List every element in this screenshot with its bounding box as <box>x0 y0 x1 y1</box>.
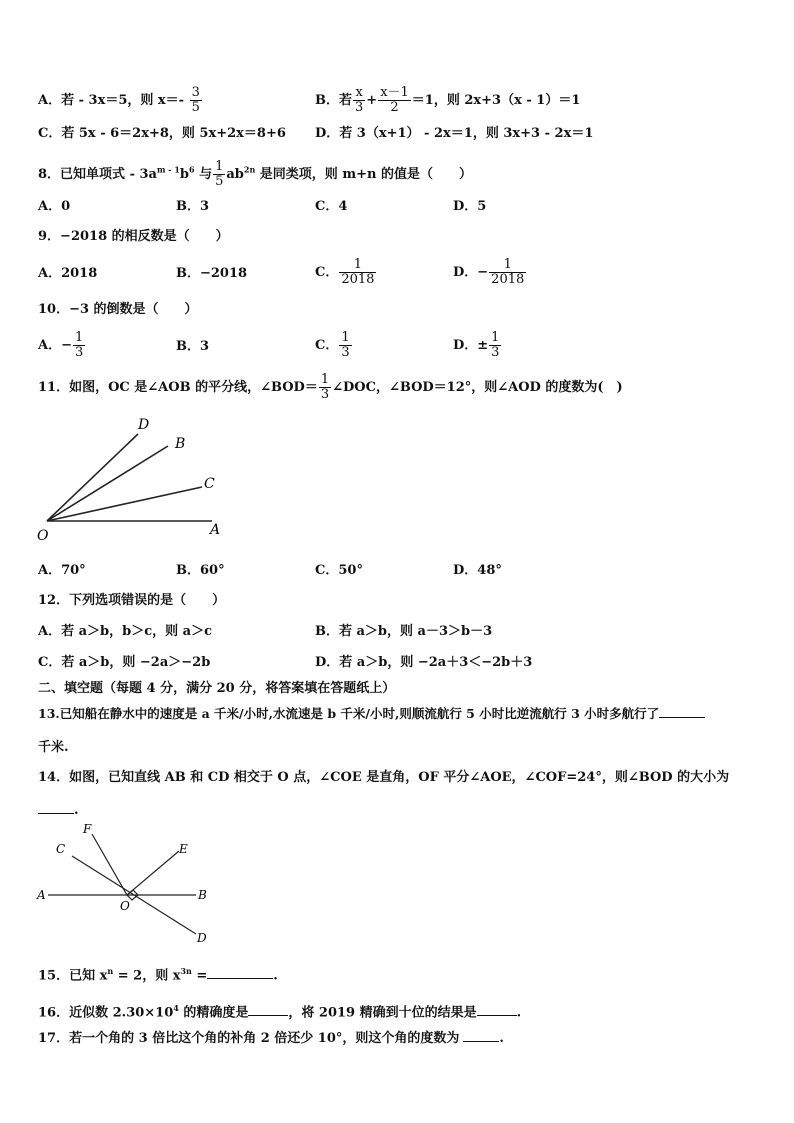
q11-option-b: B．60° <box>176 563 225 578</box>
q11-option-d: D．48° <box>453 563 502 578</box>
label-c: C <box>204 476 215 492</box>
q11-option-c: C．50° <box>315 563 363 578</box>
q14-stem-end: . <box>38 803 79 819</box>
q8-stem: 8．已知单项式 - $3a^{m - 1}b^6$ 与 $\frac{1}{5}$ $ab^{2n}$ 是同类项，则 m+n 的值是（ ） <box>38 159 472 189</box>
q8-fraction: $\frac{1}{5}$ <box>215 159 224 189</box>
q7-option-a-text: A．若 - 3x＝5，则 x＝- <box>38 93 189 108</box>
label-c: C <box>56 842 66 856</box>
answer-blank[interactable] <box>207 978 273 979</box>
q9-d-fraction: $\frac{1}{2018}$ <box>491 257 525 287</box>
q8-option-d: D．5 <box>453 199 487 214</box>
label-f: F <box>83 822 92 836</box>
q10-option-b: B．3 <box>176 339 210 354</box>
label-d: D <box>138 417 150 433</box>
ray-of <box>92 834 127 895</box>
label-a: A <box>37 888 46 902</box>
q9-stem: 9．−2018 的相反数是（ ） <box>38 229 229 244</box>
label-d: D <box>197 931 207 945</box>
q7-a-fraction: $\frac{3}{5}$ <box>191 85 200 115</box>
q15-stem: 15．已知 $x^n = 2$，则 $x^{3n}$ = . <box>38 966 278 984</box>
label-b: B <box>175 436 186 452</box>
q7-b-fraction-1: $\frac{x}{3}$ <box>355 85 364 115</box>
answer-blank[interactable] <box>463 1041 499 1042</box>
q9-c-fraction: $\frac{1}{2018}$ <box>341 257 375 287</box>
q11-figure <box>30 412 230 547</box>
q8-option-c: C．4 <box>315 199 348 214</box>
answer-blank[interactable] <box>248 1015 288 1016</box>
q10-c-fraction: $\frac{1}{3}$ <box>341 330 350 360</box>
q7-option-c: C．若 5x - 6＝2x+8，则 5x+2x＝8+6 <box>38 126 286 141</box>
q12-option-b: B．若 a＞b，则 a－3＞b－3 <box>315 624 493 639</box>
section-heading: 二、填空题（每题 4 分，满分 20 分，将答案填在答题纸上） <box>38 681 396 696</box>
q7-option-a <box>38 86 203 115</box>
q9-option-a: A．2018 <box>38 266 98 281</box>
q11-stem: 11．如图，OC 是∠AOB 的平分线，∠BOD＝ $\frac{1}{3}$ ∠DOC，∠BOD＝12°，则∠AOD 的度数为( ) <box>38 372 623 402</box>
q10-d-fraction: $\frac{1}{3}$ <box>491 330 500 360</box>
q17-stem: 17．若一个角的 3 倍比这个角的补角 2 倍还少 10°，则这个角的度数为 . <box>38 1031 504 1046</box>
label-e: E <box>179 842 188 856</box>
answer-blank[interactable] <box>38 813 74 814</box>
q13-stem-end: 千米. <box>38 740 69 755</box>
q11-option-a: A．70° <box>38 563 86 578</box>
q14-figure <box>34 822 224 950</box>
label-a: A <box>210 522 221 538</box>
q9-option-b: B．−2018 <box>176 266 248 281</box>
q10-option-d: D．± $\frac{1}{3}$ <box>453 330 500 360</box>
q8-option-b: B．3 <box>176 199 210 214</box>
q9-option-d: D．− $\frac{1}{2018}$ <box>453 257 525 287</box>
ray-od <box>47 434 138 521</box>
q10-option-c: C． $\frac{1}{3}$ <box>315 330 350 360</box>
q9-option-c: C． $\frac{1}{2018}$ <box>315 257 375 287</box>
q10-a-fraction: $\frac{1}{3}$ <box>74 330 84 360</box>
q16-stem: 16．近似数 $2.30\times 10^4$ 的精确度是 ，将 2019 精确到十位的结果是 . <box>38 1003 522 1021</box>
ray-ob <box>47 446 168 521</box>
q7-option-b: B．若 $\frac{x}{3}$ + $\frac{x-1}{2}$ ＝1，则 2x+3（x - 1）＝1 <box>315 85 581 115</box>
q7-b-fraction-2: $\frac{x-1}{2}$ <box>380 85 409 115</box>
q13-stem: 13.已知船在静水中的速度是 a 千米/小时,水流速是 b 千米/小时,则顺流航行 5 小时比逆流航行 3 小时多航行了 <box>38 706 705 722</box>
q11-fraction: $\frac{1}{3}$ <box>320 372 330 402</box>
q10-option-a: A．− $\frac{1}{3}$ <box>38 330 84 360</box>
q7-option-d: D．若 3（x+1） - 2x＝1，则 3x+3 - 2x＝1 <box>315 126 594 141</box>
label-o: O <box>37 528 49 544</box>
q10-stem: 10．−3 的倒数是（ ） <box>38 302 198 317</box>
answer-blank[interactable] <box>477 1015 517 1016</box>
q12-option-a: A．若 a＞b，b＞c，则 a＞c <box>38 624 212 639</box>
q12-option-d: D．若 a＞b，则 −2a＋3＜−2b＋3 <box>315 655 533 670</box>
ray-oe <box>127 851 179 895</box>
label-o: O <box>120 899 130 913</box>
q14-stem: 14．如图，已知直线 AB 和 CD 相交于 O 点，∠COE 是直角，OF 平分∠AOE，∠COF=24°，则∠BOD 的大小为 <box>38 770 730 785</box>
answer-blank[interactable] <box>659 717 705 718</box>
q12-stem: 12．下列选项错误的是（ ） <box>38 593 226 608</box>
q8-option-a: A．0 <box>38 199 71 214</box>
label-b: B <box>198 888 207 902</box>
q12-option-c: C．若 a＞b，则 −2a＞−2b <box>38 655 211 670</box>
ray-oc <box>47 487 202 521</box>
